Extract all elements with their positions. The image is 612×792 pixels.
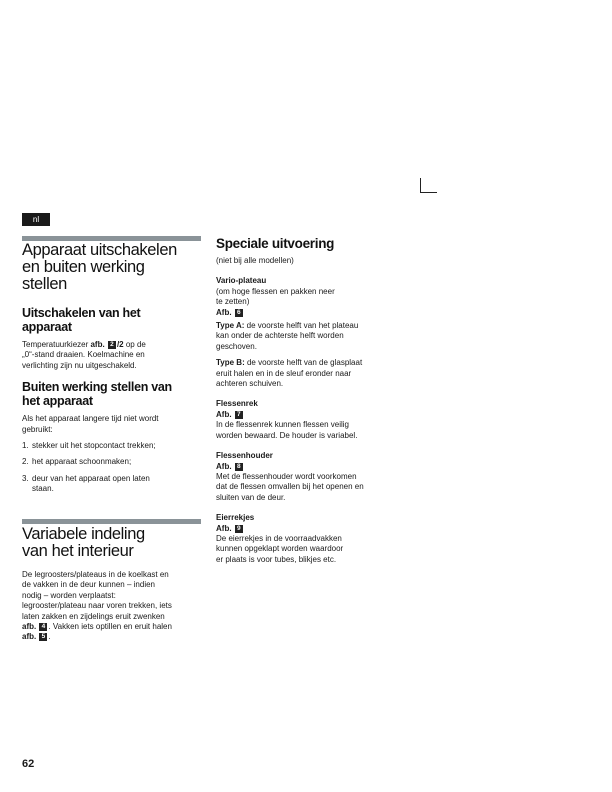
steps-list (22, 441, 204, 495)
crop-mark (420, 178, 437, 193)
figure-ref: Afb. 8 (216, 462, 398, 472)
desc-vario-plateau: (om hoge flessen en pakken neer te zetten) (216, 286, 335, 307)
figure-badge: 5 (39, 633, 47, 641)
left-column (22, 242, 204, 501)
figure-ref: Afb. 6 (216, 308, 398, 318)
language-tag: nl (22, 213, 50, 226)
list-item: 3. deur van het apparaat open laten staan. (22, 473, 150, 494)
title-flessenrek: Flessenrek (216, 399, 258, 409)
list-item: 1. stekker uit het stopcontact trekken; (22, 441, 156, 451)
figure-badge: 9 (235, 525, 243, 533)
right-column (216, 236, 398, 565)
paragraph-eierrekjes: De eierrekjes in de voorraadvakken kunnen opgeklapt worden waardoor er plaats is voor tubes, blikjes etc. (216, 533, 344, 564)
list-item: 2. het apparaat schoonmaken; (22, 457, 132, 467)
paragraph-variabele-indeling: De legroosters/plateaus in de koelkast en de vakken in de deur kunnen – indien nodig – worden verplaatst: legrooster/plateau naar voren trekken, iets laten zakken en zijdelings eruit zwenken afb. 4 . Vakken iets optillen en eruit halen afb. 5 . (22, 570, 172, 642)
title-vario-plateau: Vario-plateau (216, 276, 267, 286)
paragraph-flessenhouder: Met de flessenhouder wordt voorkomen dat de flessen omvallen bij het openen en sluiten van de deur. (216, 471, 364, 502)
title-flessenhouder: Flessenhouder (216, 451, 273, 461)
figure-ref: Afb. 7 (216, 410, 398, 420)
paragraph-buiten-werking-intro: Als het apparaat langere tijd niet wordt gebruikt: (22, 414, 159, 434)
paragraph-flessenrek: In de flessenrek kunnen flessen veilig worden bewaard. De houder is variabel. (216, 420, 358, 440)
heading-switch-off: Apparaat uitschakelen en buiten werking stellen (22, 241, 177, 293)
figure-badge: 8 (235, 463, 243, 471)
figure-badge: 2 (108, 341, 116, 349)
paragraph-type-a: Type A: de voorste helft van het plateau kan onder de achterste helft worden geschoven. (216, 321, 359, 351)
paragraph-type-b: Type B: de voorste helft van de glasplaat eruit halen en in de sleuf eronder naar achteren schuiven. (216, 358, 363, 389)
subtitle-niet-bij-alle: (niet bij alle modellen) (216, 256, 294, 265)
figure-ref: Afb. 9 (216, 524, 398, 534)
subheading-uitschakelen: Uitschakelen van het apparaat (22, 306, 141, 334)
figure-badge: 7 (235, 411, 243, 419)
figure-badge: 4 (39, 623, 47, 631)
subheading-buiten-werking: Buiten werking stellen van het apparaat (22, 380, 172, 408)
title-eierrekjes: Eierrekjes (216, 513, 255, 523)
page-number: 62 (22, 758, 35, 770)
figure-badge: 6 (235, 309, 243, 317)
heading-variabele-indeling: Variabele indeling van het interieur (22, 525, 145, 560)
paragraph-uitschakelen: Temperatuurkiezer afb. 2 /2 op de „0“-stand draaien. Koelmachine en verlichting zijn nu uitgeschakeld. (22, 340, 146, 370)
left-column-lower (22, 526, 204, 643)
heading-speciale-uitvoering: Speciale uitvoering (216, 236, 335, 251)
section-rule-middle (22, 519, 201, 524)
